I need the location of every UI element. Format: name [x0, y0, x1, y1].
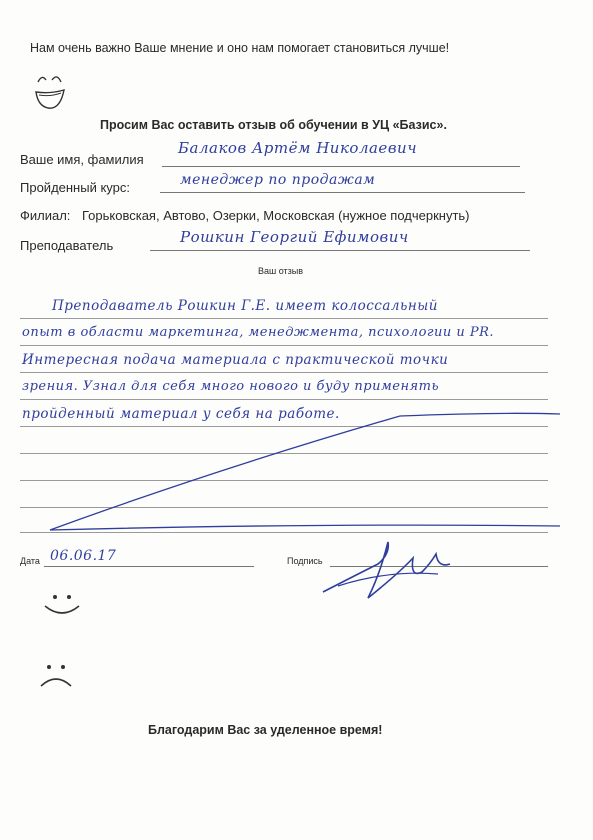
feedback-line	[20, 372, 548, 373]
feedback-text-line: Преподаватель Рошкин Г.Е. имеет колоссальный	[52, 298, 438, 314]
form-request: Просим Вас оставить отзыв об обучении в УЦ «Базис».	[100, 118, 447, 132]
course-label: Пройденный курс:	[20, 180, 130, 195]
feedback-line	[20, 399, 548, 400]
feedback-line	[20, 345, 548, 346]
course-underline	[160, 192, 525, 193]
name-handwritten: Балаков Артём Николаевич	[178, 139, 418, 157]
teacher-label: Преподаватель	[20, 238, 114, 253]
feedback-text-line: пройденный материал у себя на работе.	[22, 406, 340, 422]
feedback-text-line: Интересная подача материала с практической точки	[22, 352, 449, 368]
date-underline	[44, 566, 254, 567]
teacher-underline	[150, 250, 530, 251]
name-label: Ваше имя, фамилия	[20, 152, 144, 167]
feedback-text-line: зрения. Узнал для себя много нового и буду применять	[22, 379, 440, 394]
signature-label: Подпись	[287, 556, 323, 566]
sad-face-icon	[36, 660, 76, 690]
strike-through-mark	[20, 408, 580, 538]
feedback-label: Ваш отзыв	[258, 266, 304, 276]
feedback-text-line: опыт в области маркетинга, менеджмента, психологии и PR.	[22, 325, 495, 340]
feedback-line	[20, 318, 548, 319]
branch-options: Горьковская, Автово, Озерки, Московская (нужное подчеркнуть)	[82, 208, 470, 223]
smiley-face-icon	[42, 590, 82, 620]
branch-label: Филиал:	[20, 208, 71, 223]
date-label: Дата	[20, 556, 40, 566]
signature-mark	[318, 534, 468, 604]
course-handwritten: менеджер по продажам	[180, 172, 376, 188]
closing-text: Благодарим Вас за уделенное время!	[148, 723, 383, 737]
happy-face-icon	[30, 70, 70, 118]
date-handwritten: 06.06.17	[50, 548, 117, 564]
teacher-handwritten: Рошкин Георгий Ефимович	[180, 228, 409, 246]
form-header: Нам очень важно Ваше мнение и оно нам помогает становиться лучше!	[30, 41, 450, 55]
name-underline	[162, 166, 520, 167]
